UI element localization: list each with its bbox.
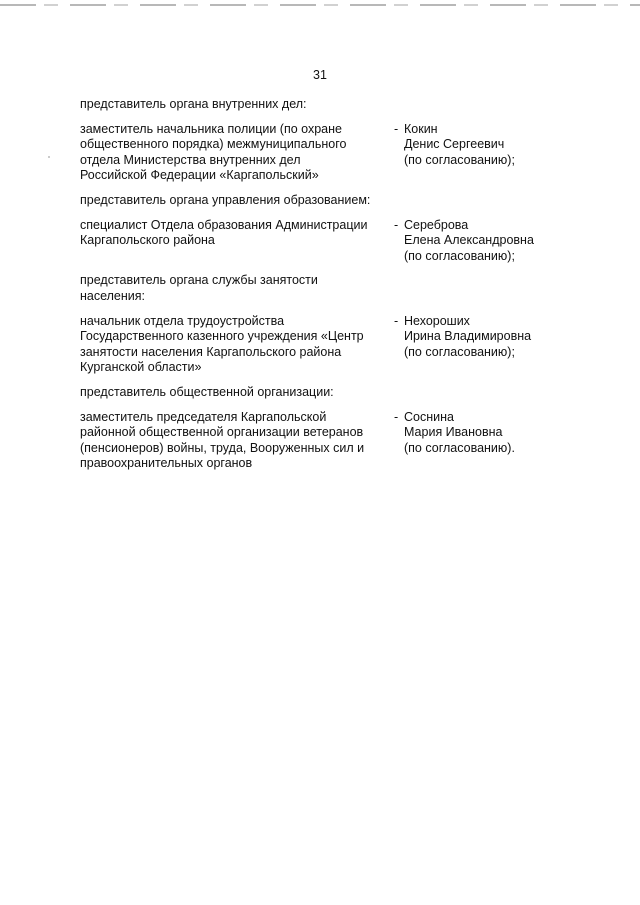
role-line: Каргапольского района	[80, 233, 215, 248]
scan-edge-artifact	[0, 4, 640, 6]
document-body	[80, 97, 550, 481]
person-block	[386, 410, 515, 472]
person-surname: Сереброва	[404, 217, 469, 232]
role-line: Государственного казенного учреждения «Центр	[80, 329, 364, 344]
section-heading-internal-affairs: представитель органа внутренних дел:	[80, 97, 307, 111]
role-line: специалист Отдела образования Администрации	[80, 217, 368, 232]
person-agreement-note: (по согласованию);	[404, 152, 515, 167]
scan-dot-artifact	[48, 156, 50, 158]
role-description	[80, 218, 386, 265]
role-description	[80, 122, 386, 184]
person-given-names: Елена Александровна	[404, 233, 534, 248]
person-agreement-note: (по согласованию);	[404, 344, 515, 359]
entry-employment-service	[80, 314, 550, 376]
person-surname: Нехороших	[404, 313, 470, 328]
role-line: начальник отдела трудоустройства	[80, 313, 285, 328]
heading-line: населения:	[80, 288, 146, 303]
role-line: Курганской области»	[80, 360, 202, 375]
entry-internal-affairs	[80, 122, 550, 184]
person-agreement-note: (по согласованию).	[404, 440, 515, 455]
person-given-names: Мария Ивановна	[404, 425, 503, 440]
person-surname: Соснина	[404, 409, 454, 424]
role-line: общественного порядка) межмуниципального	[80, 137, 347, 152]
dash-separator: -	[394, 121, 399, 136]
role-line: отдела Министерства внутренних дел	[80, 152, 301, 167]
role-line: (пенсионеров) войны, труда, Вооруженных сил и	[80, 440, 365, 455]
role-description	[80, 314, 386, 376]
entry-education	[80, 218, 550, 265]
dash-separator: -	[394, 409, 399, 424]
person-block	[386, 122, 515, 184]
role-line: заместитель начальника полиции (по охране	[80, 121, 342, 136]
entry-public-organization	[80, 410, 550, 472]
person-agreement-note: (по согласованию);	[404, 248, 515, 263]
section-heading-education: представитель органа управления образованием:	[80, 192, 371, 207]
person-block	[386, 314, 531, 376]
dash-separator: -	[394, 313, 399, 328]
dash-separator: -	[394, 217, 399, 232]
section-heading-public-organization: представитель общественной организации:	[80, 384, 334, 399]
role-line: занятости населения Каргапольского района	[80, 344, 342, 359]
section-heading-employment-service	[80, 273, 550, 304]
role-line: правоохранительных органов	[80, 456, 253, 471]
page-number: 31	[313, 68, 327, 82]
role-line: районной общественной организации ветеранов	[80, 425, 364, 440]
person-given-names: Ирина Владимировна	[404, 329, 532, 344]
heading-line: представитель органа службы занятости	[80, 273, 318, 288]
person-given-names: Денис Сергеевич	[404, 137, 505, 152]
person-surname: Кокин	[404, 121, 438, 136]
person-block	[386, 218, 534, 265]
role-line: Российской Федерации «Каргапольский»	[80, 168, 319, 183]
role-line: заместитель председателя Каргапольской	[80, 409, 327, 424]
role-description	[80, 410, 386, 472]
